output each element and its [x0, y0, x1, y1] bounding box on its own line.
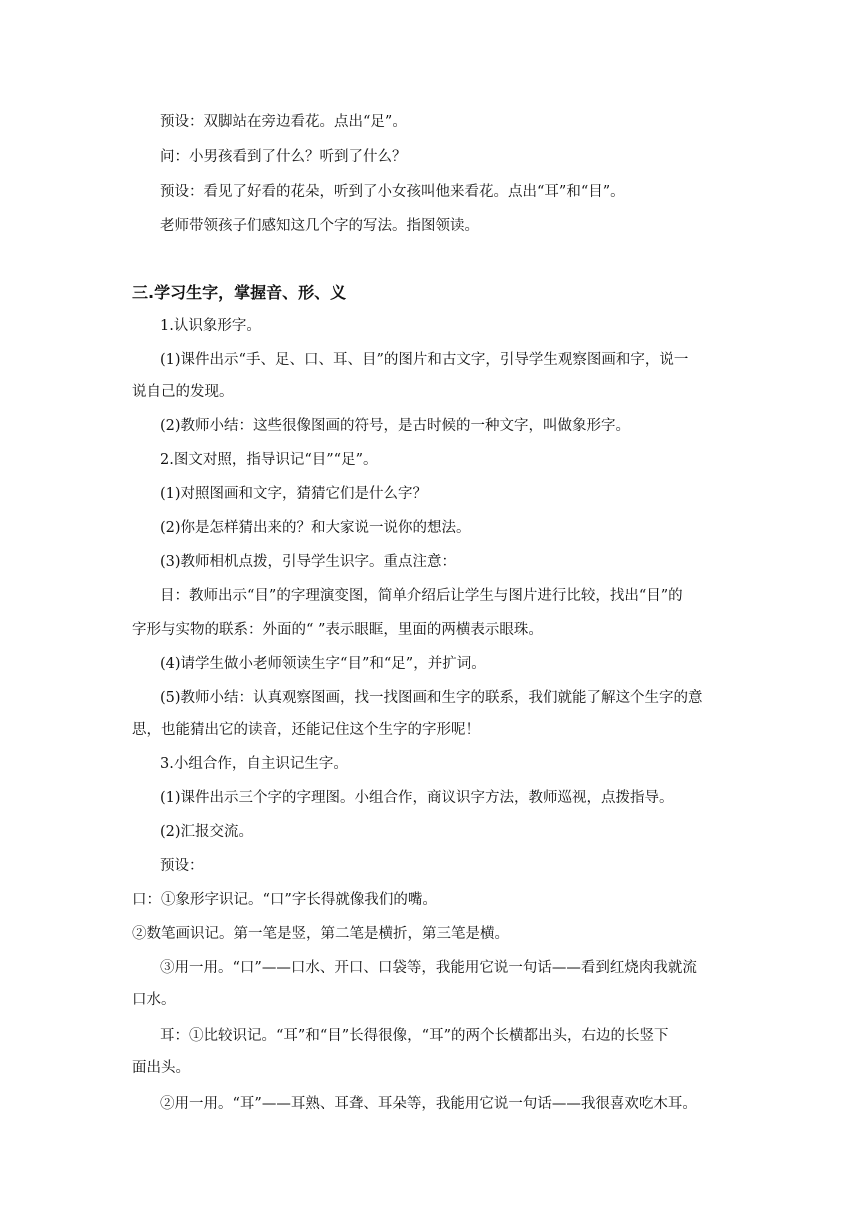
paragraph: 预设：	[160, 858, 204, 874]
paragraph: (3)教师相机点拨，引导学生识字。重点注意：	[160, 554, 457, 570]
paragraph: ③用一用。“口”——口水、开口、口袋等，我能用它说一句话——看到红烧肉我就流	[160, 960, 697, 976]
paragraph-continuation: 面出头。	[132, 1060, 190, 1076]
paragraph: (1)课件出示三个字的字理图。小组合作，商议识字方法，教师巡视，点拨指导。	[160, 790, 674, 806]
paragraph: (2)教师小结：这些很像图画的符号，是古时候的一种文字，叫做象形字。	[160, 418, 631, 434]
paragraph-continuation: 口水。	[132, 992, 176, 1008]
paragraph-continuation: 说自己的发现。	[132, 384, 234, 400]
paragraph: (5)教师小结：认真观察图画，找一找图画和生字的联系，我们就能了解这个生字的意	[160, 690, 703, 706]
paragraph: 预设：双脚站在旁边看花。点出“足”。	[160, 114, 407, 130]
paragraph: 2.图文对照，指导识记“目”“足”。	[160, 452, 378, 468]
paragraph: 预设：看见了好看的花朵，听到了小女孩叫他来看花。点出“耳”和“目”。	[160, 184, 625, 200]
section-heading: 三.学习生字，掌握音、形、义	[132, 283, 347, 302]
paragraph: ②数笔画识记。第一笔是竖，第二笔是横折，第三笔是横。	[132, 926, 509, 942]
paragraph: (2)汇报交流。	[160, 824, 254, 840]
paragraph: 问：小男孩看到了什么？听到了什么？	[160, 149, 407, 165]
paragraph: 老师带领孩子们感知这几个字的写法。指图领读。	[160, 218, 479, 234]
paragraph: 1.认识象形字。	[160, 318, 261, 334]
paragraph: (1)对照图画和文字，猜猜它们是什么字？	[160, 486, 428, 502]
paragraph: 口：①象形字识记。“口”字长得就像我们的嘴。	[132, 892, 437, 908]
paragraph: (2)你是怎样猜出来的？和大家说一说你的想法。	[160, 520, 471, 536]
paragraph: (4)请学生做小老师领读生字“目”和“足”，并扩词。	[160, 656, 486, 672]
paragraph: 目：教师出示“目”的字理演变图，简单介绍后让学生与图片进行比较，找出“目”的	[160, 588, 683, 604]
paragraph: ②用一用。“耳”——耳熟、耳聋、耳朵等，我能用它说一句话——我很喜欢吃木耳。	[160, 1096, 697, 1112]
paragraph: 耳：①比较识记。“耳”和“目”长得很像，“耳”的两个长横都出头，右边的长竖下	[160, 1028, 669, 1044]
paragraph: 3.小组合作，自主识记生字。	[160, 756, 348, 772]
paragraph-continuation: 字形与实物的联系：外面的“ ”表示眼眶，里面的两横表示眼珠。	[132, 622, 543, 638]
paragraph: (1)课件出示“手、足、口、耳、目”的图片和古文字，引导学生观察图画和字，说一	[160, 352, 689, 368]
paragraph-continuation: 思，也能猜出它的读音，还能记住这个生字的字形呢！	[132, 722, 480, 738]
